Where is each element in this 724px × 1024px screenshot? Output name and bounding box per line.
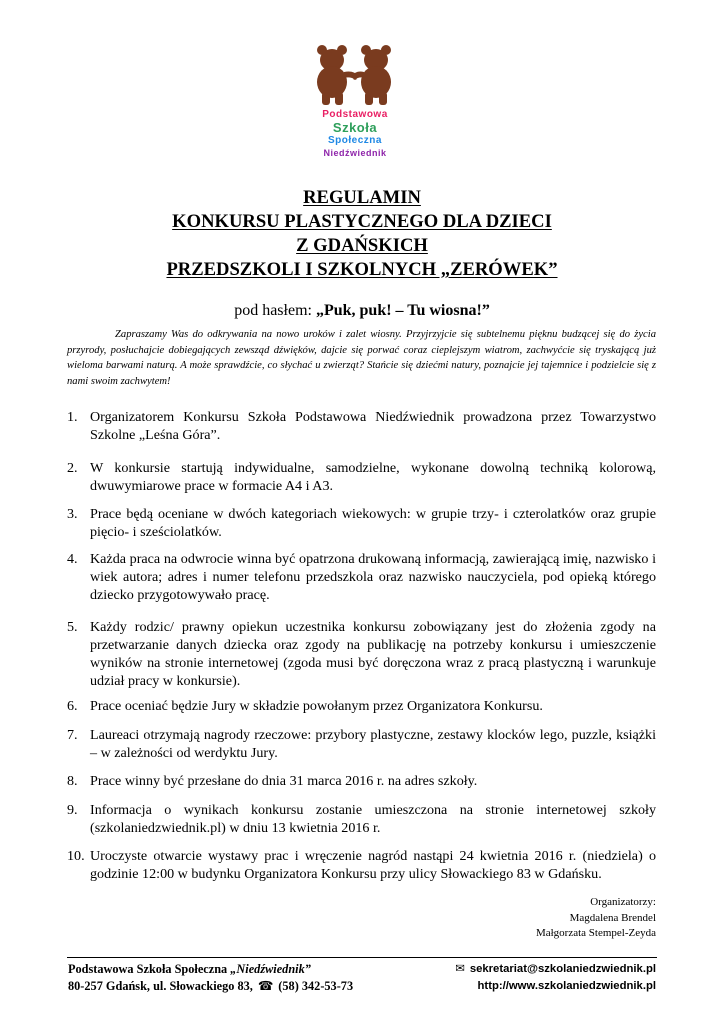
rule-text: Każda praca na odwrocie winna być opatrzona drukowaną informacją, zawierającą imię, nazwisko i wiek autora; adres i numer telefonu przedszkola oraz nazwisko nauczyciela, pod opieką którego dziecko przygotowywało pracę.: [90, 551, 656, 603]
rule-number: 1.: [67, 409, 78, 425]
rule-number: 9.: [67, 802, 78, 818]
rule-number: 2.: [67, 460, 78, 476]
motto-prefix: pod hasłem:: [234, 302, 316, 319]
rule-text: Organizatorem Konkursu Szkoła Podstawowa Niedźwiednik prowadzona przez Towarzystwo Szkolne „Leśna Góra”.: [90, 409, 656, 443]
footer-contact: [453, 961, 656, 995]
rule-number: 10.: [67, 848, 85, 864]
envelope-icon: ✉: [455, 963, 465, 975]
rule-text: Prace oceniać będzie Jury w składzie powołanym przez Organizatora Konkursu.: [90, 698, 543, 714]
logo-wordmark: [310, 108, 400, 160]
rule-item: [67, 459, 656, 495]
logo-line-4: Niedźwiednik: [323, 148, 387, 158]
footer-website[interactable]: http://www.szkolaniedzwiednik.pl: [477, 980, 656, 992]
footer-phone: (58) 342-53-73: [275, 979, 354, 993]
logo-line-1: Podstawowa: [322, 109, 388, 120]
rule-text: Prace będą oceniane w dwóch kategoriach wiekowych: w grupie trzy- i czterolatków oraz grupie pięcio- i sześciolatków.: [90, 506, 656, 540]
organizers-label: Organizatorzy:: [590, 896, 656, 908]
rule-number: 6.: [67, 698, 78, 714]
rule-text: W konkursie startują indywidualne, samodzielne, wykonane dowolną techniką kolorową, dwuwymiarowe prace w formacie A4 i A3.: [90, 460, 656, 494]
rule-item: [67, 550, 656, 604]
rule-number: 8.: [67, 773, 78, 789]
footer-email[interactable]: sekretariat@szkolaniedzwiednik.pl: [469, 963, 656, 975]
organizer-name: Małgorzata Stempel-Zeyda: [535, 927, 656, 939]
document-title: [60, 186, 664, 282]
rule-number: 4.: [67, 551, 78, 567]
title-line-1: REGULAMIN: [303, 187, 421, 208]
footer-street: 80-257 Gdańsk, ul. Słowackiego 83,: [68, 979, 256, 993]
motto: [60, 302, 664, 320]
title-line-3: Z GDAŃSKICH: [296, 235, 428, 256]
logo-line-2: Szkoła: [332, 120, 378, 135]
rule-text: Laureaci otrzymają nagrody rzeczowe: przybory plastyczne, zestawy klocków lego, puzzle, książki – w zależności od werdyktu Jury.: [90, 727, 656, 761]
rule-item: [67, 505, 656, 541]
footer-divider: [67, 957, 657, 958]
organizers-block: [536, 895, 656, 942]
rule-item: [67, 847, 656, 883]
organizer-name: Magdalena Brendel: [569, 911, 656, 924]
footer-address: [68, 961, 353, 995]
rule-number: 5.: [67, 619, 78, 635]
rule-item: [67, 408, 656, 444]
rule-item: [67, 618, 656, 690]
bears-icon: [300, 42, 410, 108]
phone-icon: ☎: [257, 979, 274, 993]
rule-text: Uroczyste otwarcie wystawy prac i wręczenie nagród nastąpi 24 kwietnia 2016 r. (niedziela) o godzinie 12:00 w budynku Organizatora Konkursu przy ulicy Słowackiego 83 w Gdańsku.: [90, 848, 656, 882]
intro-paragraph: Zapraszamy Was do odkrywania na nowo uroków i zalet wiosny. Przyjrzyjcie się subtelnemu pięknu budzącej się do życia przyrody, posłuchajcie dobiegających zewsząd dźwięków, dajcie się porwać coraz cieplejszym wiatrom, zachwyćcie się tryskającą już wieloma barwami naturą. A może sprawdźcie, co słychać u zwierząt? Stańcie się dziećmi natury, poznajcie jej tajemnice i podzielcie się z nami swoim zachwytem!: [67, 329, 656, 387]
rule-item: [67, 726, 656, 762]
footer-school-name: „Niedźwiednik”: [230, 962, 311, 976]
footer-school-prefix: Podstawowa Szkoła Społeczna: [68, 962, 231, 976]
rule-number: 7.: [67, 727, 78, 743]
rule-item: [67, 801, 656, 837]
logo-line-3: Społeczna: [328, 135, 382, 146]
title-line-4: PRZEDSZKOLI I SZKOLNYCH „ZERÓWEK”: [166, 259, 558, 280]
motto-slogan: „Puk, puk! – Tu wiosna!”: [315, 302, 490, 319]
school-logo: [300, 42, 410, 164]
rule-text: Każdy rodzic/ prawny opiekun uczestnika konkursu zobowiązany jest do złożenia zgody na przetwarzanie danych dziecka oraz zgody na publikację na potrzeby konkursu i umieszczenie wyników na stronie internetowej (zgoda musi być doręczona wraz z pracą plastyczną i warunkuje udział pracy w konkursie).: [90, 619, 656, 689]
rule-text: Informacja o wynikach konkursu zostanie umieszczona na stronie internetowej szkoły (szkolaniedzwiednik.pl) w dniu 13 kwietnia 2016 r.: [90, 802, 656, 836]
rule-item: [67, 772, 656, 790]
rule-text: Prace winny być przesłane do dnia 31 marca 2016 r. na adres szkoły.: [90, 773, 478, 789]
title-line-2: KONKURSU PLASTYCZNEGO DLA DZIECI: [172, 211, 552, 232]
rule-number: 3.: [67, 506, 78, 522]
rule-item: [67, 697, 656, 715]
